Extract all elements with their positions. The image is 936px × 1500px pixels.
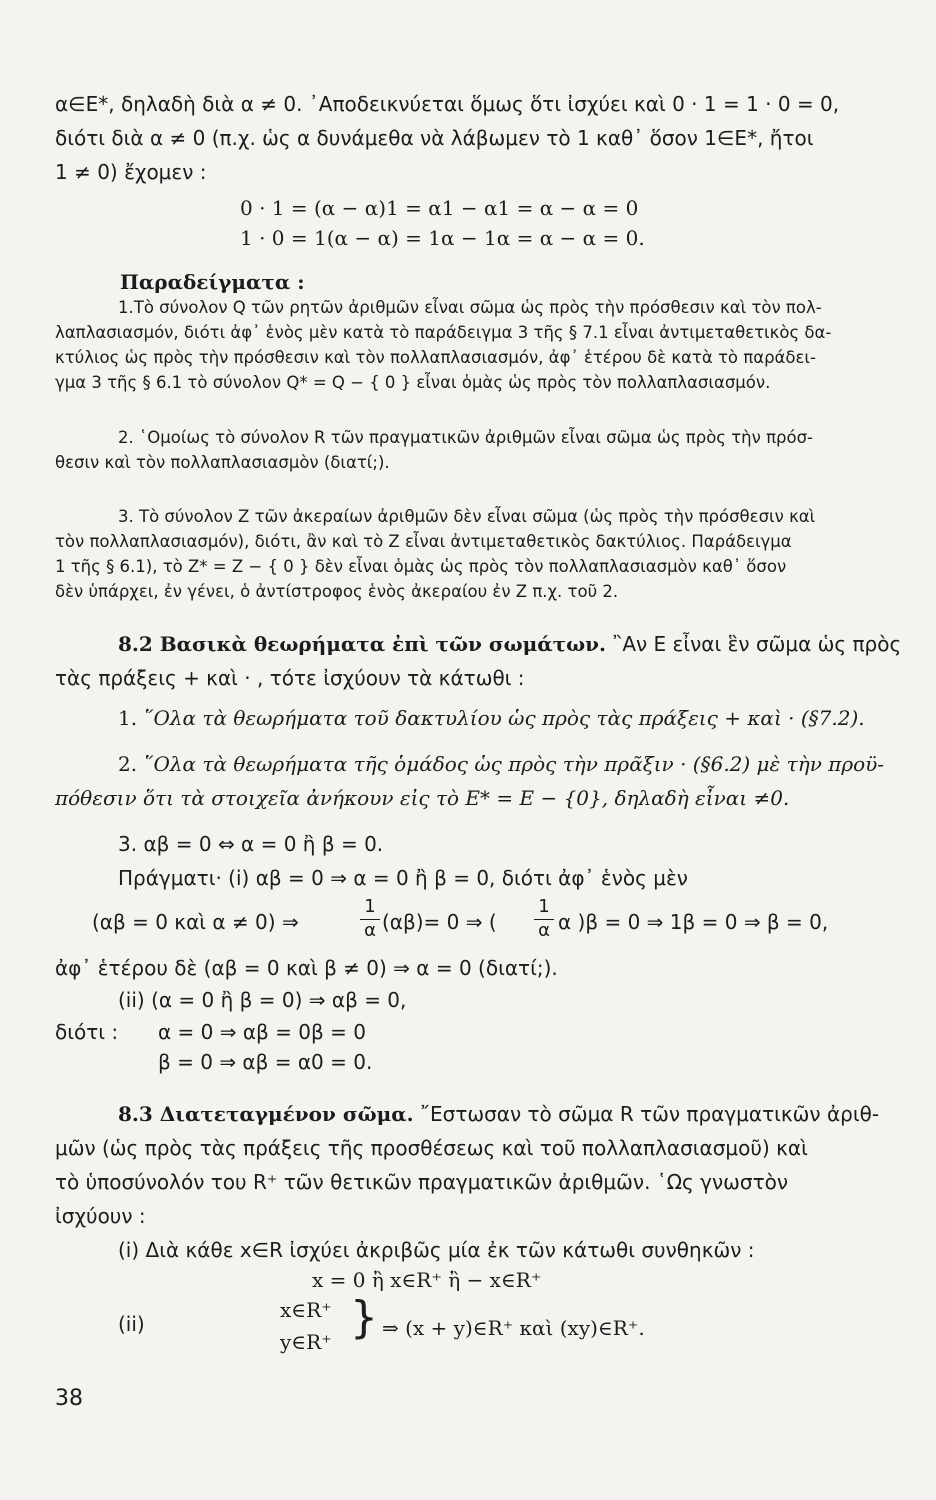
theorem-2-line-1 xyxy=(118,752,884,776)
condition-i: (i) Διὰ κάθε x∈R ἰσχύει ἀκριβῶς μία ἐκ τῶν κάτωθι συνθηκῶν : xyxy=(118,1238,755,1262)
theorem-1-text: ῞Ολα τὰ θεωρήματα τοῦ δακτυλίου ὡς πρὸς τὰς πράξεις + καὶ · (§7.2). xyxy=(137,706,865,730)
section-8-3-line-3: τὸ ὑποσύνολόν του R⁺ τῶν θετικῶν πραγματικῶν ἀριθμῶν. ῾Ως γνωστὸν xyxy=(55,1170,789,1194)
condition-ii-y: y∈R⁺ xyxy=(280,1330,332,1354)
theorem-2-line-2: πόθεσιν ὅτι τὰ στοιχεῖα ἀνήκουν εἰς τὸ E* = E − {0}, δηλαδὴ εἶναι ≠0. xyxy=(55,786,790,810)
example-1-line-2: λαπλασιασμόν, διότι ἀφ᾽ ἑνὸς μὲν κατὰ τὸ παράδειγμα 3 τῆς § 7.1 εἶναι ἀντιμεταθετικὸς δα- xyxy=(55,323,832,342)
proof-equation-part-c: α )β = 0 ⇒ 1β = 0 ⇒ β = 0, xyxy=(558,910,829,934)
example-1-line-3: κτύλιος ὡς πρὸς τὴν πρόσθεσιν καὶ τὸν πολλαπλασιασμόν, ἀφ᾽ ἑτέρου δὲ κατὰ τὸ παράδει- xyxy=(55,348,816,367)
section-8-2-line-2: τὰς πράξεις + καὶ · , τότε ἰσχύουν τὰ κάτωθι : xyxy=(55,666,525,690)
proof-case-2: β = 0 ⇒ αβ = α0 = 0. xyxy=(158,1050,373,1074)
page-number: 38 xyxy=(55,1386,83,1411)
theorem-2-text-a: ῞Ολα τὰ θεωρήματα τῆς ὁμάδος ὡς πρὸς τὴν πρᾶξιν · (§6.2) μὲ τὴν προϋ- xyxy=(137,752,885,776)
section-8-2-line-1 xyxy=(118,632,901,656)
proof-equation-part-a: (αβ = 0 καὶ α ≠ 0) ⇒ xyxy=(92,910,299,934)
fraction-2-denominator: α xyxy=(538,920,550,941)
theorem-2-number: 2. xyxy=(118,752,138,776)
proof-equation-part-b: (αβ)= 0 ⇒ ( xyxy=(382,910,497,934)
intro-line-1: α∈E*, δηλαδὴ διὰ α ≠ 0. ᾽Αποδεικνύεται ὅμως ὅτι ἰσχύει καὶ 0 · 1 = 1 · 0 = 0, xyxy=(55,92,840,116)
example-2-line-2: θεσιν καὶ τὸν πολλαπλασιασμὸν (διατί;). xyxy=(55,453,390,472)
proof-dioti: διότι : xyxy=(55,1020,119,1044)
proof-line-1: Πράγματι· (i) αβ = 0 ⇒ α = 0 ἢ β = 0, διότι ἀφ᾽ ἑνὸς μὲν xyxy=(118,866,688,890)
right-brace: } xyxy=(350,1292,378,1343)
examples-heading: Παραδείγματα : xyxy=(120,270,305,294)
condition-ii-conclusion: ⇒ (x + y)∈R⁺ καὶ (xy)∈R⁺. xyxy=(382,1316,645,1340)
example-1-line-1: 1.Τὸ σύνολον Q τῶν ρητῶν ἀριθμῶν εἶναι σῶμα ὡς πρὸς τὴν πρόσθεσιν καὶ τὸν πολ- xyxy=(118,298,822,317)
example-3-line-1: 3. Τὸ σύνολον Z τῶν ἀκεραίων ἀριθμῶν δὲν εἶναι σῶμα (ὡς πρὸς τὴν πρόσθεσιν καὶ xyxy=(118,507,816,526)
example-3-line-4: δὲν ὑπάρχει, ἐν γένει, ὁ ἀντίστροφος ἑνὸς ἀκεραίου ἐν Z π.χ. τοῦ 2. xyxy=(55,582,619,601)
intro-line-2: διότι διὰ α ≠ 0 (π.χ. ὡς α δυνάμεθα νὰ λάβωμεν τὸ 1 καθ᾽ ὅσον 1∈E*, ἤτοι xyxy=(55,126,814,150)
example-1-line-4: γμα 3 τῆς § 6.1 τὸ σύνολον Q* = Q − { 0 } εἶναι ὁμὰς ὡς πρὸς τὸν πολλαπλασιασμόν. xyxy=(55,373,771,392)
proof-line-other: ἀφ᾽ ἑτέρου δὲ (αβ = 0 καὶ β ≠ 0) ⇒ α = 0 (διατί;). xyxy=(55,956,558,980)
section-8-3-line-1 xyxy=(118,1102,879,1126)
section-8-2-title-rest: ῍Αν E εἶναι ἓν σῶμα ὡς πρὸς xyxy=(605,632,902,656)
intro-line-3: 1 ≠ 0) ἔχομεν : xyxy=(55,160,207,184)
theorem-3: 3. αβ = 0 ⇔ α = 0 ἢ β = 0. xyxy=(118,832,384,856)
section-8-3-title: 8.3 Διατεταγμένον σῶμα. xyxy=(118,1102,414,1126)
intro-equation-2: 1 · 0 = 1(α − α) = 1α − 1α = α − α = 0. xyxy=(240,226,645,250)
condition-ii-label: (ii) xyxy=(118,1312,145,1336)
theorem-1-number: 1. xyxy=(118,706,138,730)
proof-case-1: α = 0 ⇒ αβ = 0β = 0 xyxy=(158,1020,366,1044)
proof-ii: (ii) (α = 0 ἢ β = 0) ⇒ αβ = 0, xyxy=(118,988,407,1012)
fraction-1-denominator: α xyxy=(364,920,376,941)
section-8-2-title: 8.2 Βασικὰ θεωρήματα ἐπὶ τῶν σωμάτων. xyxy=(118,632,606,656)
condition-ii-x: x∈R⁺ xyxy=(280,1298,332,1322)
example-3-line-2: τὸν πολλαπλασιασμόν), διότι, ἂν καὶ τὸ Z εἶναι ἀντιμεταθετικὸς δακτύλιος. Παράδειγμα xyxy=(55,532,792,551)
theorem-1 xyxy=(118,706,865,730)
intro-equation-1: 0 · 1 = (α − α)1 = α1 − α1 = α − α = 0 xyxy=(240,196,639,220)
section-8-3-line-4: ἰσχύουν : xyxy=(55,1204,146,1228)
condition-i-options: x = 0 ἢ x∈R⁺ ἢ − x∈R⁺ xyxy=(312,1268,542,1292)
section-8-3-line-2: μῶν (ὡς πρὸς τὰς πράξεις τῆς προσθέσεως καὶ τοῦ πολλαπλασιασμοῦ) καὶ xyxy=(55,1136,808,1160)
fraction-1-numerator: 1 xyxy=(364,896,376,917)
fraction-2-numerator: 1 xyxy=(538,896,550,917)
section-8-3-title-rest: ῎Εστωσαν τὸ σῶμα R τῶν πραγματικῶν ἀριθ- xyxy=(413,1102,880,1126)
example-2-line-1: 2. ῾Ομοίως τὸ σύνολον R τῶν πραγματικῶν ἀριθμῶν εἶναι σῶμα ὡς πρὸς τὴν πρόσ- xyxy=(118,428,813,447)
example-3-line-3: 1 τῆς § 6.1), τὸ Z* = Z − { 0 } δὲν εἶναι ὁμὰς ὡς πρὸς τὸν πολλαπλασιασμὸν καθ᾽ ὅσον xyxy=(55,557,787,576)
